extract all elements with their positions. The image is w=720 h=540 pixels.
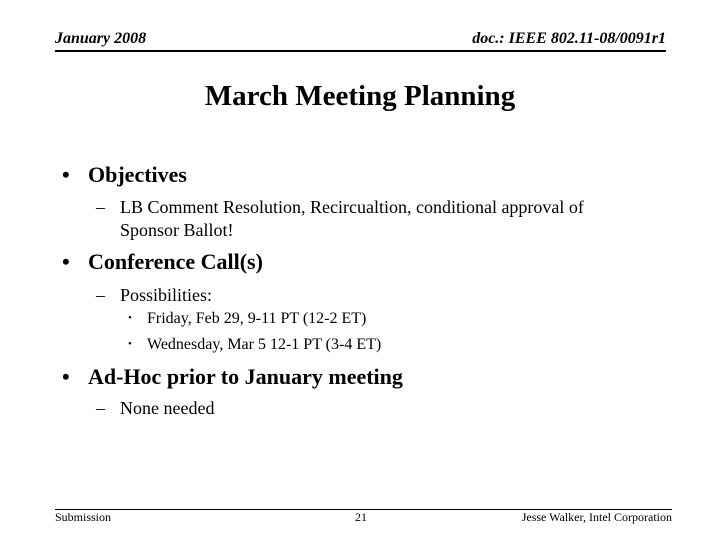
sub-sub-bullet-text: Wednesday, Mar 5 12-1 PT (3-4 ET) <box>147 336 382 353</box>
header-rule <box>55 50 666 52</box>
sub-bullet-lb-comment <box>96 196 584 242</box>
bullet-marker: • <box>128 312 132 324</box>
sub-sub-bullet-friday <box>128 310 366 328</box>
header-date: January 2008 <box>55 30 147 47</box>
footer-submission: Submission <box>55 510 112 524</box>
dash-marker: – <box>96 398 105 418</box>
slide-title: March Meeting Planning <box>204 80 516 112</box>
header-doc-id: doc.: IEEE 802.11-08/0091r1 <box>472 30 666 47</box>
sub-sub-bullet-wednesday <box>128 336 381 354</box>
sub-bullet-possibilities <box>96 284 212 307</box>
bullet-marker: • <box>62 364 70 389</box>
sub-bullet-line: Possibilities: <box>120 285 213 305</box>
bullet-objectives <box>62 162 187 188</box>
bullet-text: Objectives <box>88 162 187 187</box>
bullet-ad-hoc <box>62 364 403 390</box>
sub-bullet-line: Sponsor Ballot! <box>120 220 234 240</box>
dash-marker: – <box>96 197 105 217</box>
bullet-text: Ad-Hoc prior to January meeting <box>88 364 403 389</box>
footer-page-number: 21 <box>355 510 367 524</box>
sub-sub-bullet-text: Friday, Feb 29, 9-11 PT (12-2 ET) <box>147 310 367 327</box>
bullet-text: Conference Call(s) <box>88 249 263 274</box>
dash-marker: – <box>96 285 105 305</box>
footer-author: Jesse Walker, Intel Corporation <box>521 510 672 524</box>
sub-bullet-line: LB Comment Resolution, Recircualtion, conditional approval of <box>120 197 584 217</box>
bullet-marker: • <box>62 162 70 187</box>
sub-bullet-line: None needed <box>120 398 215 418</box>
bullet-conference-calls <box>62 249 263 275</box>
bullet-marker: • <box>62 249 70 274</box>
sub-bullet-none-needed <box>96 397 214 420</box>
bullet-marker: • <box>128 338 132 350</box>
